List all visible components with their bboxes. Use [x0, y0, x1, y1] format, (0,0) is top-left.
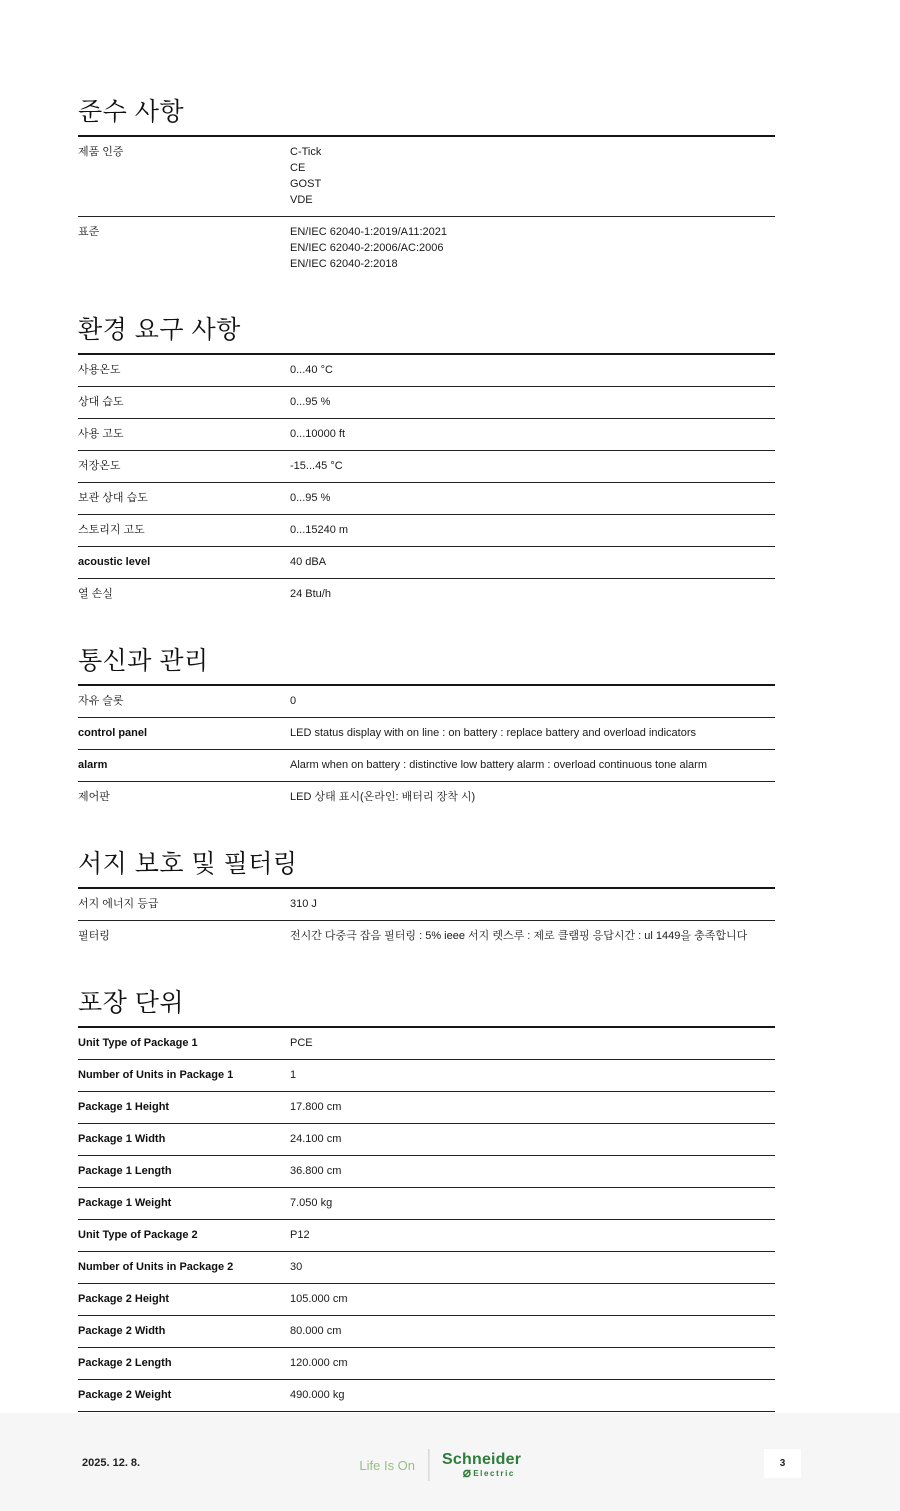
- spec-value: [290, 458, 775, 474]
- spec-value: [290, 1099, 775, 1115]
- spec-value: [290, 1195, 775, 1211]
- spec-value-line: EN/IEC 62040-2:2006/AC:2006: [290, 242, 444, 254]
- spec-label: 상대 습도: [78, 396, 124, 408]
- spec-value: [290, 725, 775, 741]
- spec-value-line: 120.000 cm: [290, 1357, 348, 1369]
- spec-row: [78, 419, 775, 451]
- spec-value: [290, 1067, 775, 1083]
- spec-value-line: 7.050 kg: [290, 1197, 333, 1209]
- spec-row: [78, 1316, 775, 1348]
- spec-value-line: 490.000 kg: [290, 1389, 345, 1401]
- spec-row: [78, 1252, 775, 1284]
- spec-label: Package 1 Height: [78, 1101, 170, 1113]
- page-number: 3: [779, 1458, 786, 1469]
- spec-row: [78, 1284, 775, 1316]
- spec-row: [78, 686, 775, 718]
- spec-value: [290, 554, 775, 570]
- spec-value-line: LED 상태 표시(온라인: 배터리 장착 시): [290, 791, 476, 803]
- spec-value: [290, 144, 775, 208]
- spec-value-line: LED status display with on line : on battery : replace battery and overload indicators: [290, 727, 697, 739]
- spec-value: [290, 394, 775, 410]
- section-title: 환경 요구 사항: [78, 310, 775, 355]
- spec-label: Package 2 Length: [78, 1357, 172, 1369]
- spec-label: alarm: [78, 759, 108, 771]
- spec-row: [78, 1188, 775, 1220]
- spec-row: [78, 547, 775, 579]
- spec-label: 스토리지 고도: [78, 524, 145, 536]
- spec-value-line: 80.000 cm: [290, 1325, 342, 1337]
- spec-label: Package 2 Weight: [78, 1389, 172, 1401]
- spec-row: [78, 483, 775, 515]
- section-title: 준수 사항: [78, 92, 775, 137]
- spec-label: 사용 고도: [78, 428, 124, 440]
- footer-date: 2025. 12. 8.: [82, 1457, 141, 1469]
- spec-table: [78, 137, 775, 280]
- spec-row: [78, 889, 775, 921]
- spec-value-line: C-Tick: [290, 146, 322, 158]
- section-title: 통신과 관리: [78, 641, 775, 686]
- spec-label: 제품 인증: [78, 146, 124, 158]
- spec-value-line: Alarm when on battery : distinctive low battery alarm : overload continuous tone alarm: [290, 759, 707, 771]
- spec-value-line: 24.100 cm: [290, 1133, 342, 1145]
- spec-value: [290, 586, 775, 603]
- spec-label: 표준: [78, 226, 100, 238]
- spec-value: [290, 224, 775, 272]
- spec-value-line: P12: [290, 1229, 310, 1241]
- spec-value-line: 0...10000 ft: [290, 428, 346, 440]
- spec-label: 사용온도: [78, 364, 121, 376]
- spec-value-line: CE: [290, 162, 306, 174]
- spec-section: [78, 92, 775, 280]
- spec-value-line: 전시간 다중극 잡음 필터링 : 5% ieee 서지 렛스루 : 제로 클램핑 응답시간 : ul 1449을 충족합니다: [290, 930, 748, 942]
- spec-value-line: 40 dBA: [290, 556, 327, 568]
- spec-table: [78, 889, 775, 953]
- logo-divider: [428, 1449, 429, 1481]
- spec-row: [78, 451, 775, 483]
- spec-label: 저장온도: [78, 460, 121, 472]
- spec-sections: [78, 0, 775, 1444]
- spec-row: [78, 1380, 775, 1412]
- spec-value: [290, 896, 775, 912]
- spec-row: [78, 750, 775, 782]
- spec-section: [78, 641, 775, 814]
- spec-value: [290, 362, 775, 378]
- schneider-wordmark: Schneider: [442, 1451, 522, 1468]
- spec-value-line: 0...95 %: [290, 492, 331, 504]
- spec-row: [78, 718, 775, 750]
- spec-row: [78, 387, 775, 419]
- spec-value: [290, 1227, 775, 1243]
- spec-value-line: 1: [290, 1069, 297, 1081]
- spec-value-line: EN/IEC 62040-1:2019/A11:2021: [290, 226, 447, 238]
- spec-label: 제어판: [78, 791, 110, 803]
- spec-label: Package 2 Width: [78, 1325, 166, 1337]
- spec-value: [290, 757, 775, 773]
- spec-table: [78, 355, 775, 611]
- page-footer: [0, 1413, 900, 1511]
- spec-row: [78, 1060, 775, 1092]
- spec-row: [78, 782, 775, 814]
- spec-label: 자유 슬롯: [78, 695, 124, 707]
- schneider-logo: [359, 1449, 521, 1481]
- spec-label: Package 2 Height: [78, 1293, 170, 1305]
- spec-label: Unit Type of Package 1: [78, 1037, 198, 1049]
- spec-value: [290, 1163, 775, 1179]
- spec-value-line: 30: [290, 1261, 303, 1273]
- spec-row: [78, 1092, 775, 1124]
- spec-value-line: GOST: [290, 178, 322, 190]
- spec-value-line: 0: [290, 695, 297, 707]
- spec-row: [78, 515, 775, 547]
- spec-value: [290, 789, 775, 806]
- spec-label: 보관 상대 습도: [78, 492, 148, 504]
- spec-value: [290, 426, 775, 442]
- spec-label: Package 1 Length: [78, 1165, 172, 1177]
- spec-value: [290, 1259, 775, 1275]
- spec-section: [78, 983, 775, 1444]
- spec-value: [290, 522, 775, 538]
- spec-value: [290, 1355, 775, 1371]
- spec-value-line: 0...40 °C: [290, 364, 333, 376]
- spec-row: [78, 1124, 775, 1156]
- spec-value-line: PCE: [290, 1037, 313, 1049]
- page-number-badge: [764, 1449, 801, 1478]
- spec-row: [78, 137, 775, 217]
- spec-value-line: -15...45 °C: [290, 460, 343, 472]
- spec-label: Unit Type of Package 2: [78, 1229, 198, 1241]
- spec-label: 서지 에너지 등급: [78, 898, 159, 910]
- spec-label: Package 1 Width: [78, 1133, 166, 1145]
- spec-label: Number of Units in Package 2: [78, 1261, 234, 1273]
- spec-label: acoustic level: [78, 556, 151, 568]
- schneider-brand-block: [442, 1452, 521, 1478]
- spec-section: [78, 844, 775, 953]
- spec-value-line: VDE: [290, 194, 313, 206]
- spec-label: 필터링: [78, 930, 110, 942]
- electric-row: [462, 1469, 515, 1478]
- spec-value: [290, 1035, 775, 1051]
- electric-wordmark: Electric: [473, 1468, 515, 1478]
- spec-row: [78, 1028, 775, 1060]
- spec-value-line: 24 Btu/h: [290, 588, 331, 600]
- spec-row: [78, 1156, 775, 1188]
- life-is-on-tagline: Life Is On: [359, 1457, 416, 1473]
- spec-row: [78, 1220, 775, 1252]
- spec-row: [78, 217, 775, 280]
- spec-value-line: 105.000 cm: [290, 1293, 348, 1305]
- spec-section: [78, 310, 775, 611]
- spec-row: [78, 1348, 775, 1380]
- spec-value-line: 310 J: [290, 898, 317, 910]
- spec-label: Number of Units in Package 1: [78, 1069, 234, 1081]
- spec-value: [290, 928, 775, 945]
- spec-value: [290, 693, 775, 709]
- spec-value: [290, 490, 775, 506]
- spec-row: [78, 921, 775, 953]
- section-title: 포장 단위: [78, 983, 775, 1028]
- section-title: 서지 보호 및 필터링: [78, 844, 775, 889]
- spec-value-line: 0...95 %: [290, 396, 331, 408]
- schneider-swirl-icon: [462, 1469, 471, 1478]
- spec-value-line: EN/IEC 62040-2:2018: [290, 258, 398, 270]
- spec-value: [290, 1323, 775, 1339]
- spec-value: [290, 1131, 775, 1147]
- spec-value-line: 17.800 cm: [290, 1101, 342, 1113]
- spec-table: [78, 686, 775, 814]
- spec-table: [78, 1028, 775, 1444]
- spec-value-line: 0...15240 m: [290, 524, 349, 536]
- spec-value: [290, 1291, 775, 1307]
- spec-value: [290, 1387, 775, 1403]
- spec-label: Package 1 Weight: [78, 1197, 172, 1209]
- spec-row: [78, 579, 775, 611]
- spec-value-line: 36.800 cm: [290, 1165, 342, 1177]
- spec-label: control panel: [78, 727, 148, 739]
- spec-label: 열 손실: [78, 588, 113, 600]
- spec-row: [78, 355, 775, 387]
